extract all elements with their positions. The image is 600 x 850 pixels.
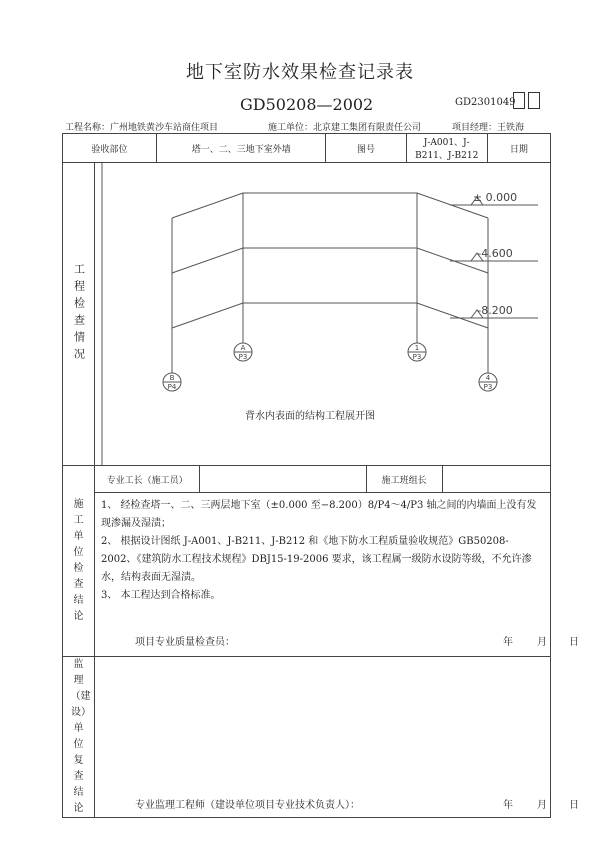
standard-code: GD50208—2002	[240, 95, 374, 114]
axis-4-bottom: P3	[483, 383, 493, 391]
drawing-value: J-A001、J-B211、J-B212	[406, 134, 487, 163]
project-name: 工程名称：广州地铁黄沙车站商住项目	[65, 123, 219, 133]
supervision-conclusion-cell	[95, 657, 579, 818]
construction-label: 施工单位检查结论	[73, 499, 84, 622]
date-label: 日期	[487, 134, 550, 163]
level-4600-line	[172, 248, 488, 273]
axis-1-bottom: P3	[412, 353, 422, 361]
form-title: 地下室防水效果检查记录表	[186, 62, 414, 83]
elevation-drawing-cell	[95, 163, 551, 466]
record-table	[62, 133, 579, 818]
supervision-month-label: 月	[537, 800, 547, 811]
inspection-label: 工程检查情况	[72, 263, 86, 365]
day-label: 日	[569, 637, 579, 648]
team-leader-label: 施工班组长	[366, 466, 442, 493]
axis-a-bottom: P3	[238, 353, 248, 361]
level-label-8200: -8.200	[477, 304, 513, 317]
year-label: 年	[503, 637, 513, 648]
supervision-engineer-label: 专业监理工程师（建设单位项目专业技术负责人）：	[135, 800, 360, 811]
supervision-year-label: 年	[503, 800, 513, 811]
acceptance-value: 塔一、二、三地下室外墙	[157, 134, 326, 163]
team-leader-value[interactable]	[442, 466, 550, 493]
checkbox-2[interactable]	[528, 92, 540, 109]
axis-b-bottom: P4	[167, 383, 177, 391]
form-code: GD2301049	[455, 97, 516, 108]
quality-inspector-label: 项目专业质量检查员：	[135, 637, 235, 648]
project-manager: 项目经理：王铁海	[452, 123, 525, 133]
level-0-line	[172, 193, 488, 218]
supervision-label-cell	[63, 657, 95, 818]
conclusion-item-3: 3、 本工程达到合格标准。	[101, 590, 221, 601]
level-label-4600: -4.600	[477, 247, 513, 260]
month-label: 月	[537, 637, 547, 648]
foreman-value[interactable]	[200, 466, 366, 493]
level-8200-line	[172, 303, 488, 328]
drawing-caption: 背水内表面的结构工程展开图	[245, 411, 375, 422]
construction-label-cell	[63, 466, 95, 657]
supervision-day-label: 日	[569, 800, 579, 811]
drawing-label: 图号	[326, 134, 406, 163]
inspection-label-cell	[63, 163, 95, 466]
level-label-0: ± 0.000	[472, 191, 518, 204]
axis-b-top: B	[169, 374, 175, 382]
axis-a-top: A	[240, 344, 246, 352]
supervision-label: 监理（建设）单位复查结论	[70, 659, 91, 814]
conclusion-item-2: 2、 根据设计图纸 J-A001、J-B211、J-B212 和《地下防水工程质量验收规范》GB50208-2002、《建筑防水工程技术规程》DBJ15-19-2006 要求，该工程属一级防水设防等级，不允许渗水，结构表面无湿渍。	[101, 536, 532, 583]
axis-1-top: 1	[414, 344, 420, 352]
elevation-drawing	[95, 163, 550, 465]
contractor-name: 施工单位：北京建工集团有限责任公司	[268, 123, 422, 133]
construction-conclusion-cell	[95, 493, 579, 657]
axis-4-top: 4	[485, 374, 491, 382]
checkbox-1[interactable]	[513, 92, 525, 109]
conclusion-item-1: 1、 经检查塔一、二、三两层地下室（±0.000 至−8.200）8/P4～4/P3 轴之间的内墙面上没有发现渗漏及湿渍；	[101, 500, 537, 529]
acceptance-label: 验收部位	[63, 134, 157, 163]
checkbox-group	[513, 92, 543, 113]
foreman-label: 专业工长（施工员）	[95, 466, 200, 493]
